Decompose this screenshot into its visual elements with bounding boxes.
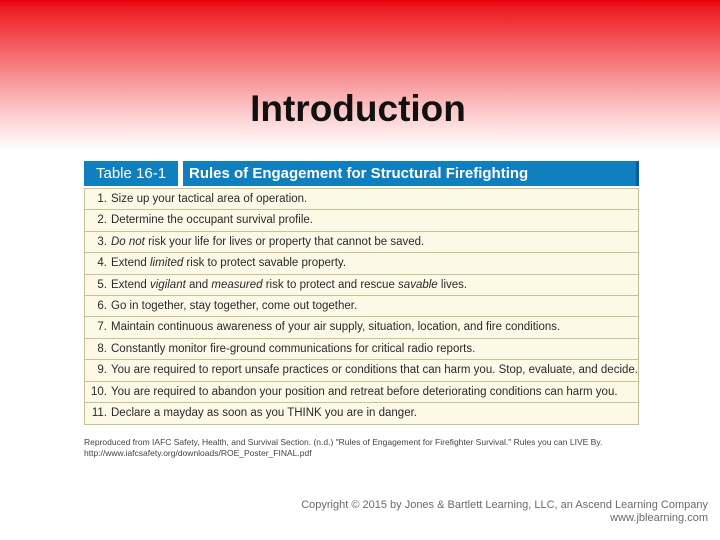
source-citation	[84, 437, 644, 459]
rule-number: 11.	[91, 406, 107, 419]
table-row	[85, 382, 638, 403]
rule-text-segment: risk your life for lives or property that cannot be saved.	[144, 235, 425, 248]
rule-number: 2.	[97, 214, 107, 227]
rule-text	[111, 360, 638, 380]
table-row	[85, 275, 638, 296]
rule-text-segment: Extend	[111, 278, 150, 291]
table-row	[85, 403, 638, 424]
rule-text	[111, 403, 638, 424]
rule-text	[111, 253, 638, 273]
source-line-2: http://www.iafcsafety.org/downloads/ROE_Poster_FINAL.pdf	[84, 448, 312, 458]
copyright-notice	[301, 499, 708, 525]
table-body	[84, 188, 639, 425]
rule-text-emphasis: Do not	[111, 235, 145, 248]
rule-number: 7.	[97, 321, 107, 334]
rule-text-segment: Declare a mayday as soon as you THINK you are in danger.	[111, 406, 417, 419]
rule-text-segment: risk to protect and rescue	[262, 278, 399, 291]
rule-text	[111, 382, 638, 402]
rule-text-segment: Size up your tactical area of operation.	[111, 193, 308, 205]
rule-text	[111, 189, 638, 209]
slide-title: Introduction	[250, 88, 466, 129]
source-line-1: Reproduced from IAFC Safety, Health, and Survival Section. (n.d.) "Rules of Engagement for Firefighter Survival." Rules you can LIVE By.	[84, 437, 603, 447]
rules-table	[84, 161, 639, 425]
rule-text-segment: You are required to report unsafe practices or conditions that can harm you. Stop, evaluate, and decide.	[111, 364, 638, 377]
table-row	[85, 339, 638, 360]
table-row	[85, 189, 638, 210]
rule-text-segment: lives.	[437, 278, 468, 291]
rule-text-segment: risk to protect savable property.	[183, 257, 347, 270]
rule-text-segment: and	[185, 278, 212, 291]
rule-number: 9.	[97, 364, 107, 377]
rule-text	[111, 339, 638, 359]
table-row	[85, 253, 638, 274]
rule-number: 3.	[97, 235, 107, 248]
copyright-line: Copyright © 2015 by Jones & Bartlett Learning, LLC, an Ascend Learning Company	[301, 499, 708, 511]
rule-text-segment: Determine the occupant survival profile.	[111, 214, 313, 227]
rule-text	[111, 296, 638, 316]
rule-text	[111, 275, 638, 295]
table-header	[84, 161, 639, 186]
rule-text-emphasis: vigilant	[150, 278, 186, 291]
rule-text	[111, 317, 638, 337]
table-number: Table 16-1	[84, 161, 178, 186]
rule-text	[111, 232, 638, 252]
table-row	[85, 317, 638, 338]
table-header-tab	[636, 161, 639, 186]
rule-text-segment: Maintain continuous awareness of your air supply, situation, location, and fire conditions.	[111, 321, 561, 334]
rule-number: 5.	[97, 278, 107, 291]
rule-text	[111, 210, 638, 230]
table-row	[85, 296, 638, 317]
rule-number: 10.	[91, 385, 107, 398]
publisher-url: www.jblearning.com	[610, 512, 708, 524]
table-row	[85, 360, 638, 381]
table-row	[85, 232, 638, 253]
rule-text-segment: Extend	[111, 257, 150, 270]
rule-number: 8.	[97, 342, 107, 355]
rule-number: 1.	[97, 193, 107, 205]
rule-text-segment: Constantly monitor fire-ground communications for critical radio reports.	[111, 342, 476, 355]
rule-text-segment: Go in together, stay together, come out together.	[111, 299, 358, 312]
rule-text-emphasis: savable	[398, 278, 438, 291]
table-title: Rules of Engagement for Structural Firefighting	[183, 161, 636, 186]
rule-text-emphasis: limited	[150, 257, 184, 270]
rule-number: 6.	[97, 299, 107, 312]
rule-text-emphasis: measured	[211, 278, 263, 291]
rule-number: 4.	[97, 257, 107, 270]
rule-text-segment: You are required to abandon your position and retreat before deteriorating conditions can harm you.	[111, 385, 618, 398]
table-row	[85, 210, 638, 231]
